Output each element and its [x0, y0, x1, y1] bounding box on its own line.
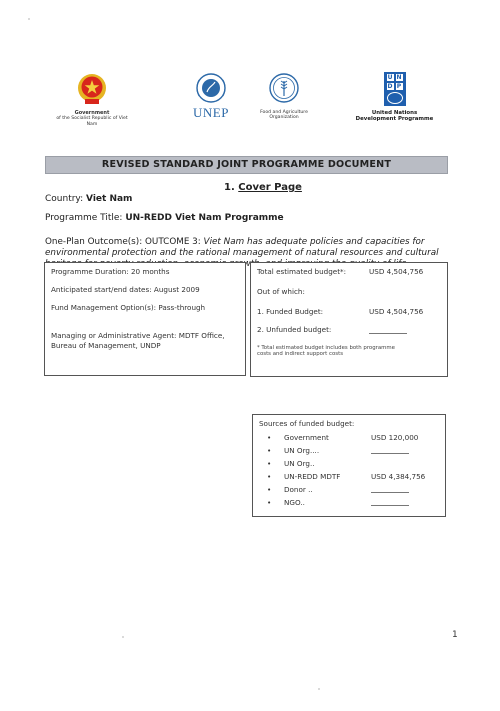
source-name: UN Org.. [284, 459, 315, 468]
outcome-label: One-Plan Outcome(s): OUTCOME 3: [45, 237, 201, 247]
budget-footnote-line1: * Total estimated budget includes both programme [257, 345, 395, 351]
out-of-which: Out of which: [257, 287, 305, 296]
unfunded-budget-label: 2. Unfunded budget: [257, 325, 332, 334]
country-label: Country: [45, 194, 84, 204]
bullet-icon: • [267, 446, 272, 455]
vn-caption-line2: of the Socialist Republic of Viet Nam [56, 116, 128, 127]
funded-budget-label: 1. Funded Budget: [257, 307, 324, 316]
managing-agent-line2: Bureau of Management, UNDP [51, 341, 161, 350]
undp-letter-d: D [387, 83, 393, 90]
scan-speck [28, 18, 30, 20]
bullet-icon: • [267, 498, 272, 507]
source-value-blank [371, 499, 409, 508]
bullet-icon: • [267, 433, 272, 442]
vn-caption-line1: Government [74, 110, 110, 116]
source-value: USD 4,384,756 [371, 472, 426, 481]
fao-logo [250, 72, 318, 121]
programme-title-value: UN-REDD Viet Nam Programme [125, 213, 284, 223]
source-name: Government [284, 433, 329, 442]
cover-number: 1. [224, 182, 235, 193]
bullet-icon: • [267, 472, 272, 481]
page-number: 1 [452, 630, 458, 640]
source-value-blank [371, 486, 409, 495]
undp-logo [337, 72, 452, 122]
bullet-icon: • [267, 485, 272, 494]
total-budget-row [257, 267, 441, 276]
programme-duration: Programme Duration: 20 months [51, 267, 170, 276]
cover-page-heading [224, 182, 302, 193]
undp-caption-line1: United Nations [371, 110, 418, 116]
bullet-icon: • [267, 459, 272, 468]
scan-speck [122, 636, 124, 638]
undp-logo-block [384, 72, 406, 106]
funded-budget-value: USD 4,504,756 [369, 307, 424, 316]
national-emblem-icon [76, 72, 108, 106]
managing-agent-line1: Managing or Administrative Agent: MDTF Office, [51, 331, 225, 340]
programme-info-box [44, 262, 246, 376]
undp-letter-p: P [396, 83, 402, 90]
fund-management-option: Fund Management Option(s): Pass-through [51, 303, 206, 312]
funding-sources-box [252, 414, 446, 517]
total-budget-label: Total estimated budget*: [257, 267, 347, 276]
budget-footnote-line2: costs and indirect support costs [257, 351, 344, 358]
country-value: Viet Nam [86, 194, 133, 204]
total-budget-value: USD 4,504,756 [369, 267, 424, 276]
unep-logo [176, 72, 246, 121]
source-name: NGO.. [284, 498, 305, 507]
unep-wordmark: UNEP [193, 105, 229, 120]
budget-box [250, 262, 448, 377]
source-name: UN Org.... [284, 446, 320, 455]
undp-letter-n: N [396, 74, 402, 81]
vietnam-emblem-logo [52, 72, 132, 127]
document-banner: REVISED STANDARD JOINT PROGRAMME DOCUMENT [45, 156, 448, 174]
fao-wheat-icon [267, 72, 301, 104]
source-value-blank [371, 447, 409, 456]
country-line [45, 194, 132, 204]
unfunded-budget-blank [369, 327, 407, 336]
unep-globe-icon [192, 72, 230, 104]
fao-caption-line1: Food and Agriculture [260, 110, 308, 115]
funded-budget-row [257, 307, 441, 316]
source-name: UN-REDD MDTF [284, 472, 341, 481]
undp-globe-icon [387, 92, 403, 104]
cover-title: Cover Page [238, 182, 302, 193]
source-name: Donor .. [284, 485, 313, 494]
source-value: USD 120,000 [371, 433, 419, 442]
sources-title: Sources of funded budget: [259, 419, 355, 428]
undp-caption-line2: Development Programme [355, 116, 434, 123]
scan-speck [318, 688, 320, 690]
start-end-dates: Anticipated start/end dates: August 2009 [51, 285, 200, 294]
programme-title-label: Programme Title: [45, 213, 123, 223]
logo-row [52, 72, 452, 142]
unfunded-budget-row [257, 325, 441, 334]
fao-caption-line2: Organization [269, 115, 299, 121]
programme-title-line [45, 213, 284, 223]
undp-letter-u: U [387, 74, 393, 81]
outcome-text: Viet Nam has adequate policies and capacities for environmental protection and the rational management of natural resources and cultural [45, 237, 439, 258]
budget-footnote [257, 345, 443, 358]
